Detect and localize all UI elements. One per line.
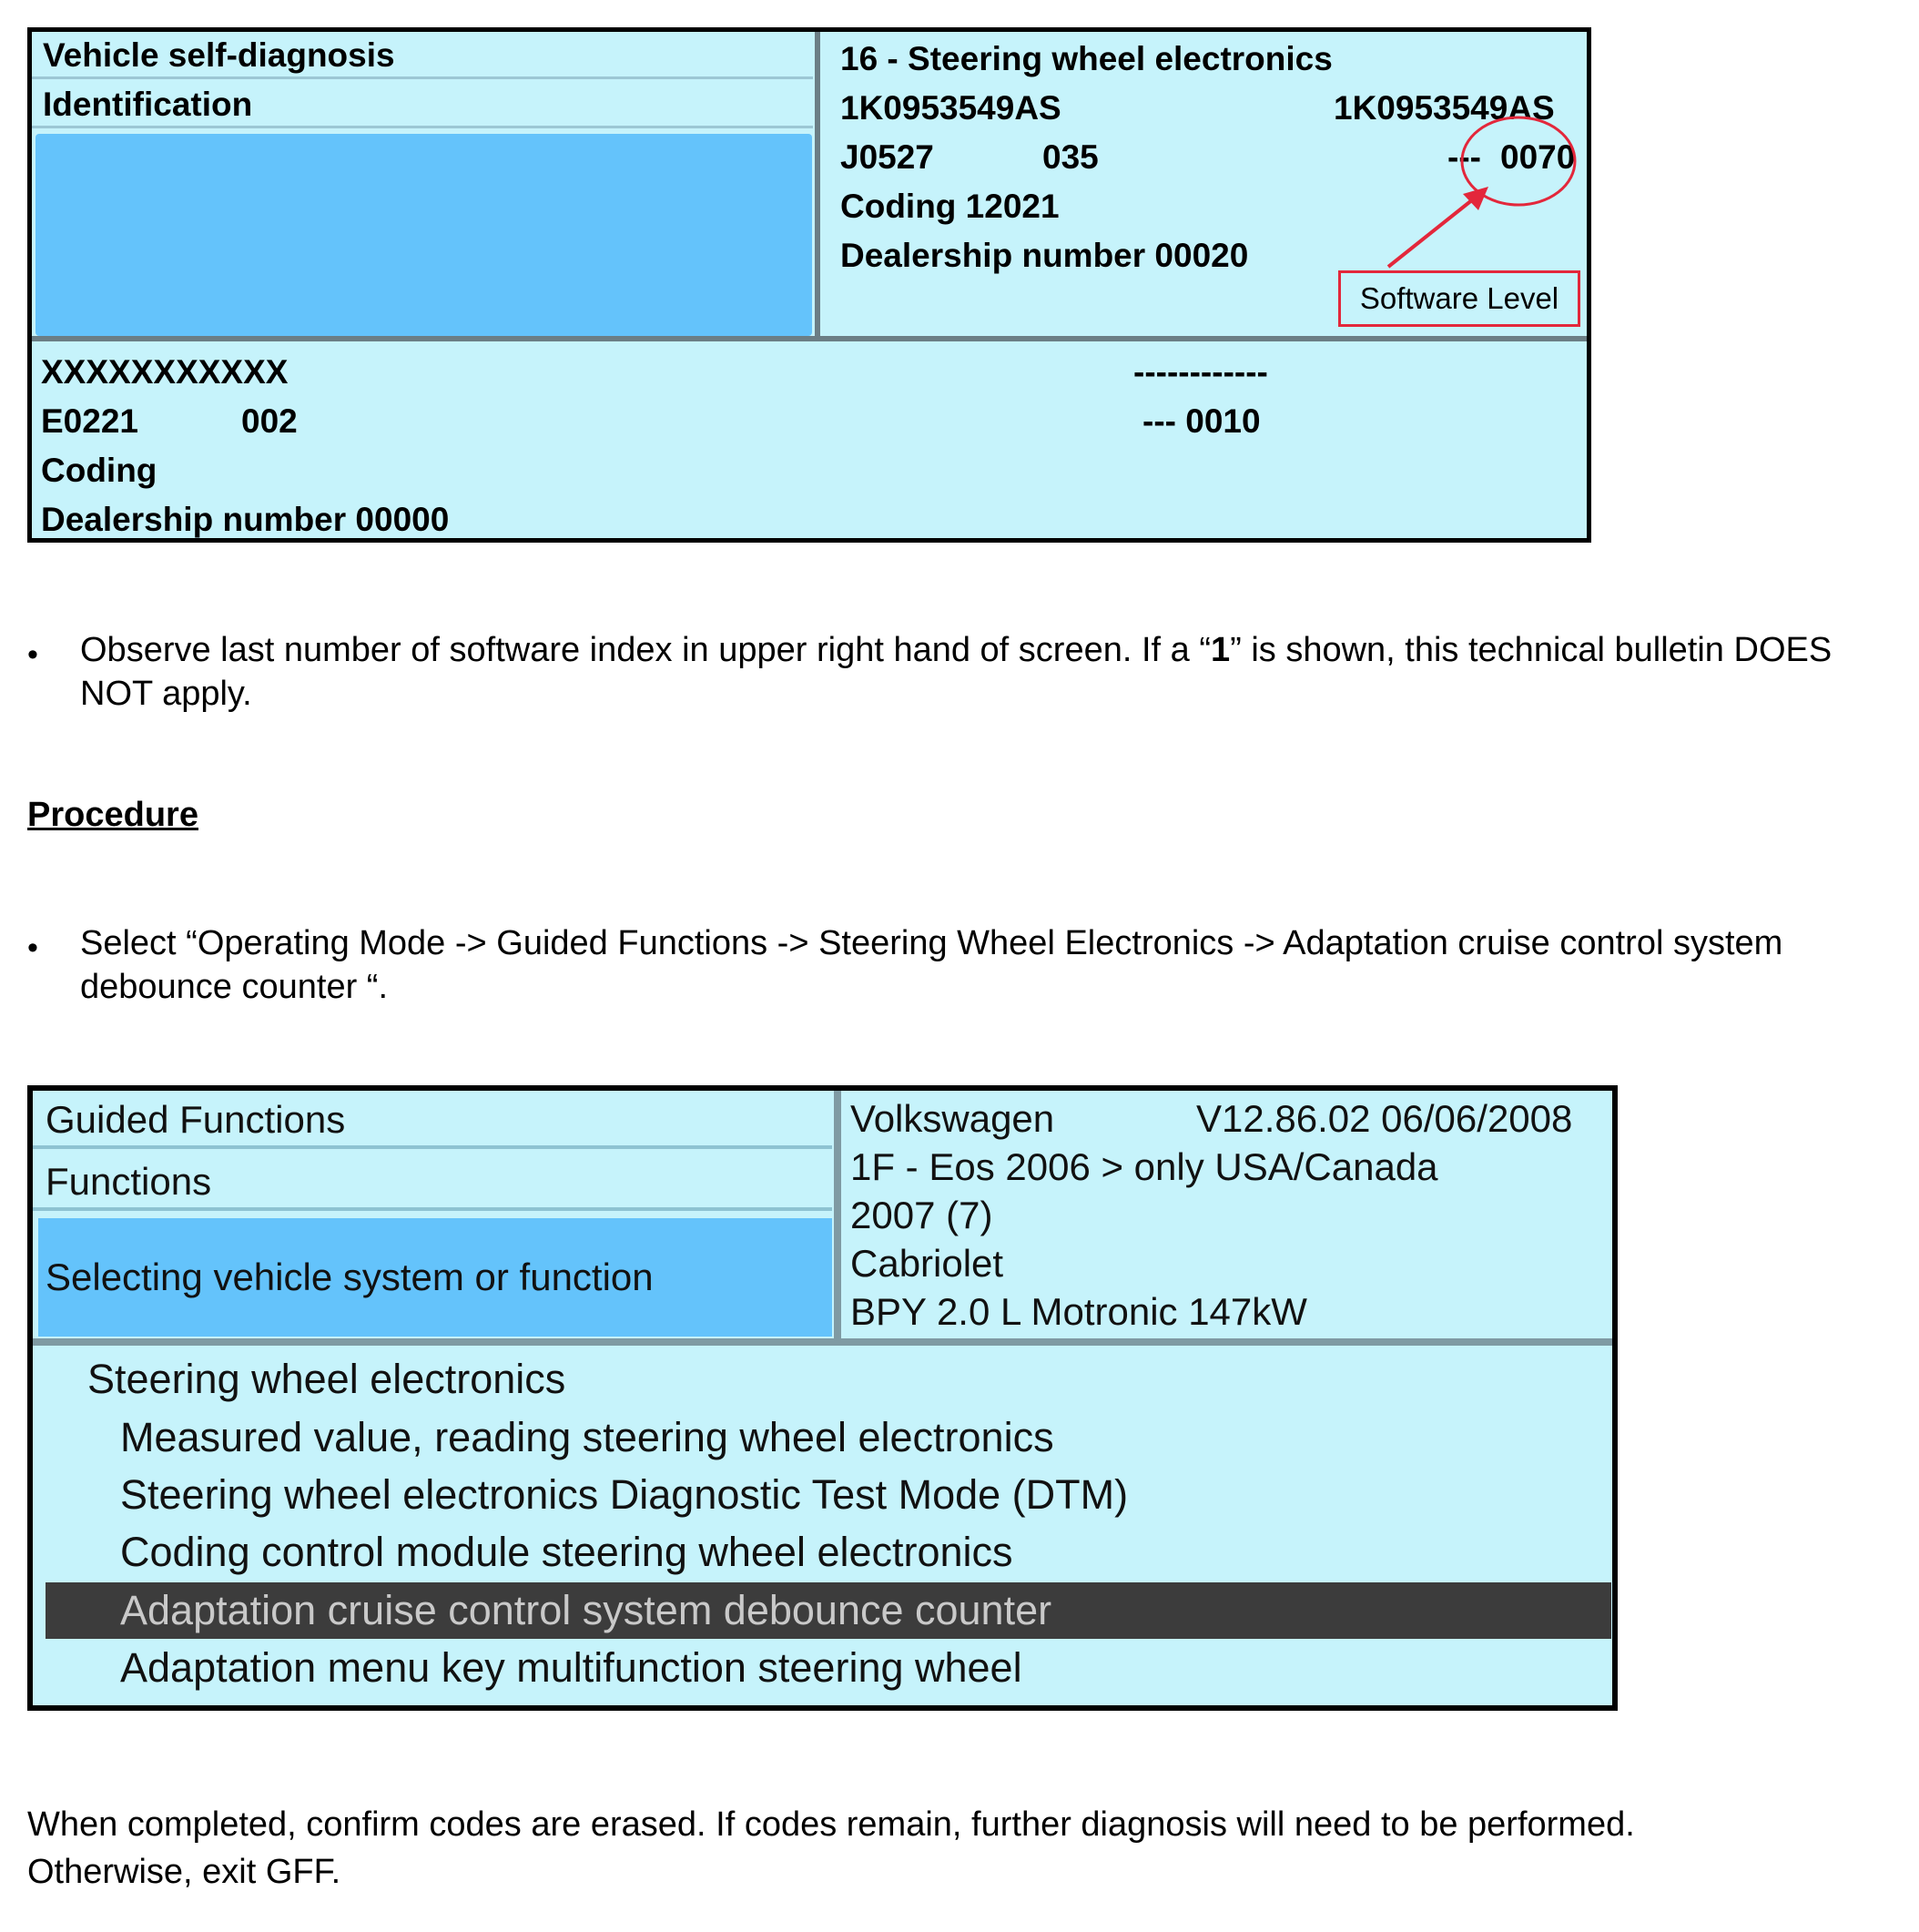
note-text-start: Observe last number of software index in upper right hand of screen. If a “: [80, 631, 1211, 669]
part-number-right: 1K0953549AS: [1334, 89, 1555, 127]
completion-instructions: [27, 1801, 1903, 1896]
functions-header[interactable]: Functions: [33, 1153, 832, 1211]
function-list-item-selected[interactable]: Adaptation cruise control system debounce counter: [120, 1587, 1052, 1633]
sub-software-level: --- 0010: [1142, 402, 1261, 440]
function-group-title[interactable]: Steering wheel electronics: [87, 1356, 566, 1402]
note-text-end: ” is shown, this technical bulletin DOES NOT apply.: [80, 631, 1833, 713]
software-level-annotation: Software Level: [1338, 270, 1580, 327]
sub-module-dashes: ------------: [1133, 353, 1268, 391]
software-level-value: 0070: [1500, 138, 1576, 176]
module-title: 16 - Steering wheel electronics: [840, 40, 1333, 77]
function-list-item[interactable]: Steering wheel electronics Diagnostic Test Mode (DTM): [120, 1471, 1129, 1518]
software-version: V12.86.02 06/06/2008: [1196, 1097, 1573, 1140]
component-id: J0527: [840, 138, 934, 176]
annotation-overlay: [32, 32, 1587, 538]
vehicle-make: Volkswagen: [850, 1097, 1055, 1140]
completion-line-2: Otherwise, exit GFF.: [27, 1853, 341, 1891]
vertical-divider: [834, 1091, 841, 1338]
sub-component-id: E0221: [41, 402, 138, 440]
sub-dealership-number: Dealership number 00000: [41, 501, 450, 538]
diagnosis-identification-screen: [27, 27, 1591, 543]
dealership-number: Dealership number 00020: [840, 237, 1249, 274]
function-list-item[interactable]: Adaptation menu key multifunction steering wheel: [120, 1644, 1022, 1691]
software-dashes: ---: [1447, 138, 1481, 176]
selecting-vehicle-system[interactable]: Selecting vehicle system or function: [38, 1218, 832, 1337]
coding-value: Coding 12021: [840, 188, 1060, 225]
part-number-left: 1K0953549AS: [840, 89, 1061, 127]
procedure-heading: Procedure: [27, 796, 198, 834]
select-instruction: Select “Operating Mode -> Guided Functions -> Steering Wheel Electronics -> Adaptation cruise control system debounce counter “.: [80, 924, 1783, 1006]
note-emphasis: 1: [1210, 631, 1231, 669]
sub-component-code: 002: [241, 402, 298, 440]
engine-code: BPY 2.0 L Motronic 147kW: [850, 1290, 1307, 1333]
sub-coding: Coding: [41, 452, 157, 489]
identification-header[interactable]: Identification: [32, 81, 813, 128]
vehicle-model: 1F - Eos 2006 > only USA/Canada: [850, 1145, 1438, 1188]
function-list-item[interactable]: Measured value, reading steering wheel electronics: [120, 1414, 1054, 1460]
horizontal-divider: [33, 1338, 1612, 1346]
sub-module-id: XXXXXXXXXXX: [41, 353, 289, 391]
annotation-arrow-line: [1388, 196, 1477, 267]
completion-line-1: When completed, confirm codes are erased. If codes remain, further diagnosis will need to be performed.: [27, 1805, 1635, 1844]
model-year: 2007 (7): [850, 1194, 993, 1236]
body-style: Cabriolet: [850, 1242, 1004, 1285]
component-code: 035: [1042, 138, 1099, 176]
bullet-icon: •: [27, 637, 38, 672]
function-list-item[interactable]: Coding control module steering wheel electronics: [120, 1529, 1013, 1575]
bullet-icon: •: [27, 930, 38, 965]
guided-functions-screen: [27, 1085, 1618, 1711]
vehicle-self-diagnosis-header[interactable]: Vehicle self-diagnosis: [32, 32, 813, 79]
software-index-note: [80, 628, 1901, 716]
guided-functions-header[interactable]: Guided Functions: [33, 1091, 832, 1149]
